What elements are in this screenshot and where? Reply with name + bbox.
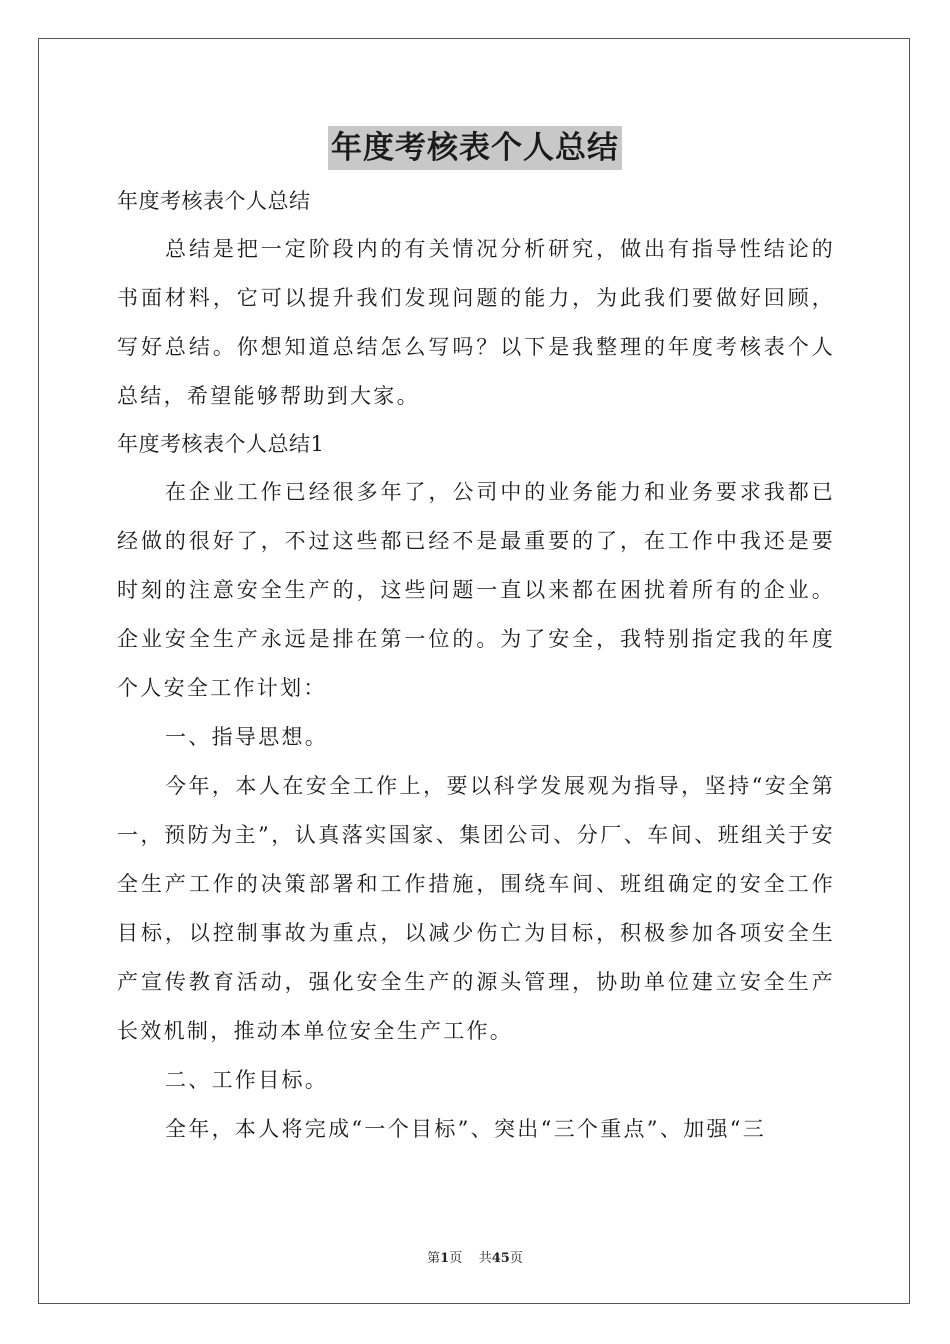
document-body xyxy=(117,178,835,1154)
paragraph: 年度考核表个人总结 xyxy=(117,189,311,213)
page-prefix: 第 xyxy=(427,1251,441,1266)
document-title: 年度考核表个人总结 xyxy=(328,126,622,170)
page-unit: 页 xyxy=(449,1251,463,1266)
paragraph: 今年，本人在安全工作上，要以科学发展观为指导，坚持“安全第一，预防为主”，认真落实国家、集团公司、分厂、车间、班组关于安全生产工作的决策部署和工作措施，围绕车间、班组确定的安全工作目标，以控制事故为重点，以减少伤亡为目标，积极参加各项安全生产宣传教育活动，强化安全生产的源头管理，协助单位建立安全生产长效机制，推动本单位安全生产工作。 xyxy=(117,774,835,1043)
paragraph: 在企业工作已经很多年了，公司中的业务能力和业务要求我都已经做的很好了，不过这些都已经不是最重要的了，在工作中我还是要时刻的注意安全生产的，这些问题一直以来都在困扰着所有的企业。企业安全生产永远是排在第一位的。为了安全，我特别指定我的年度个人安全工作计划： xyxy=(117,480,835,700)
total-pages-number: 45 xyxy=(491,1251,510,1266)
total-prefix: 共 xyxy=(478,1251,492,1266)
paragraph: 二、工作目标。 xyxy=(165,1068,329,1092)
total-unit: 页 xyxy=(509,1251,523,1266)
paragraph: 全年，本人将完成“一个目标”、突出“三个重点”、加强“三 xyxy=(165,1117,767,1141)
paragraph: 总结是把一定阶段内的有关情况分析研究，做出有指导性结论的书面材料，它可以提升我们发现问题的能力，为此我们要做好回顾，写好总结。你想知道总结怎么写吗？以下是我整理的年度考核表个人总结，希望能够帮助到大家。 xyxy=(117,237,835,408)
paragraph: 年度考核表个人总结1 xyxy=(117,432,325,456)
current-page-number: 1 xyxy=(440,1251,450,1266)
page-footer xyxy=(0,1247,950,1266)
title-container xyxy=(0,126,950,170)
paragraph: 一、指导思想。 xyxy=(165,725,329,749)
